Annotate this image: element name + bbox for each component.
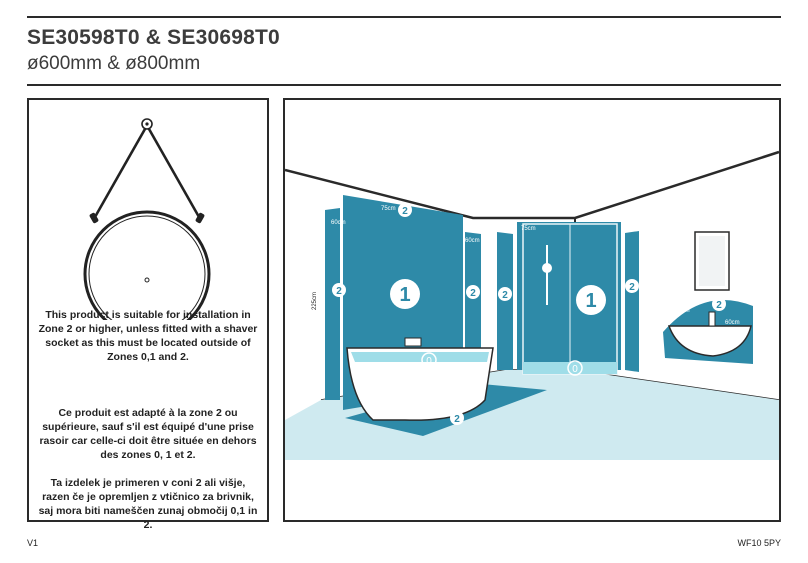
postcode-label: WF10 5PY	[737, 538, 781, 548]
round-mirror-illustration	[29, 100, 267, 320]
dimension-60cm-sink-side: 60cm	[725, 320, 740, 326]
zone-label-2-left: 2	[336, 286, 342, 297]
product-title: SE30598T0 & SE30698T0	[27, 26, 280, 49]
zone-label-2-bath-right: 2	[470, 288, 476, 299]
product-subtitle: ø600mm & ø800mm	[27, 53, 201, 74]
notice-english: This product is suitable for installation in Zone 2 or higher, unless fitted with a shaver socket as this must be located outside of Zones 0,1 and 2.	[38, 309, 258, 363]
notice-french: Ce produit est adapté à la zone 2 ou supérieure, sauf s'il est équipé d'une prise rasoir car celle-ci doit être située en dehors des zones 0, 1 et 2.	[39, 407, 257, 461]
zone-label-2-shower-left: 2	[502, 290, 508, 301]
dimension-60cm-left: 60cm	[331, 220, 346, 226]
zone-label-2-floor: 2	[454, 414, 460, 425]
zone-label-2-shower-right: 2	[629, 282, 635, 293]
dimension-75cm-bath: 75cm	[381, 206, 396, 212]
dimension-75cm-shower: 75cm	[521, 226, 536, 232]
zone-label-2-sink: 2	[716, 300, 722, 311]
dimension-60cm-bath: 60cm	[465, 238, 480, 244]
zone-label-2-top: 2	[402, 206, 408, 217]
bathroom-zones-panel	[283, 98, 781, 522]
dimension-225cm: 225cm	[312, 291, 318, 310]
top-rule	[27, 16, 781, 18]
zone-label-1-bath: 1	[399, 284, 411, 306]
notice-slovenian: Ta izdelek je primeren v coni 2 ali višje, razen če je opremljen z vtičnico za brivnik, saj mora biti nameščen zunaj območij 0,1 in 2.	[38, 477, 258, 531]
dimension-60cm-sink: 60cm	[675, 308, 690, 314]
bathroom-zones-diagram	[285, 100, 779, 520]
zone-label-1-shower: 1	[585, 290, 597, 312]
zone-label-0-bath: 0	[426, 356, 432, 367]
version-label: V1	[27, 538, 39, 548]
header-rule	[27, 84, 781, 86]
product-panel	[27, 98, 269, 531]
zone-label-0-shower: 0	[572, 364, 578, 375]
